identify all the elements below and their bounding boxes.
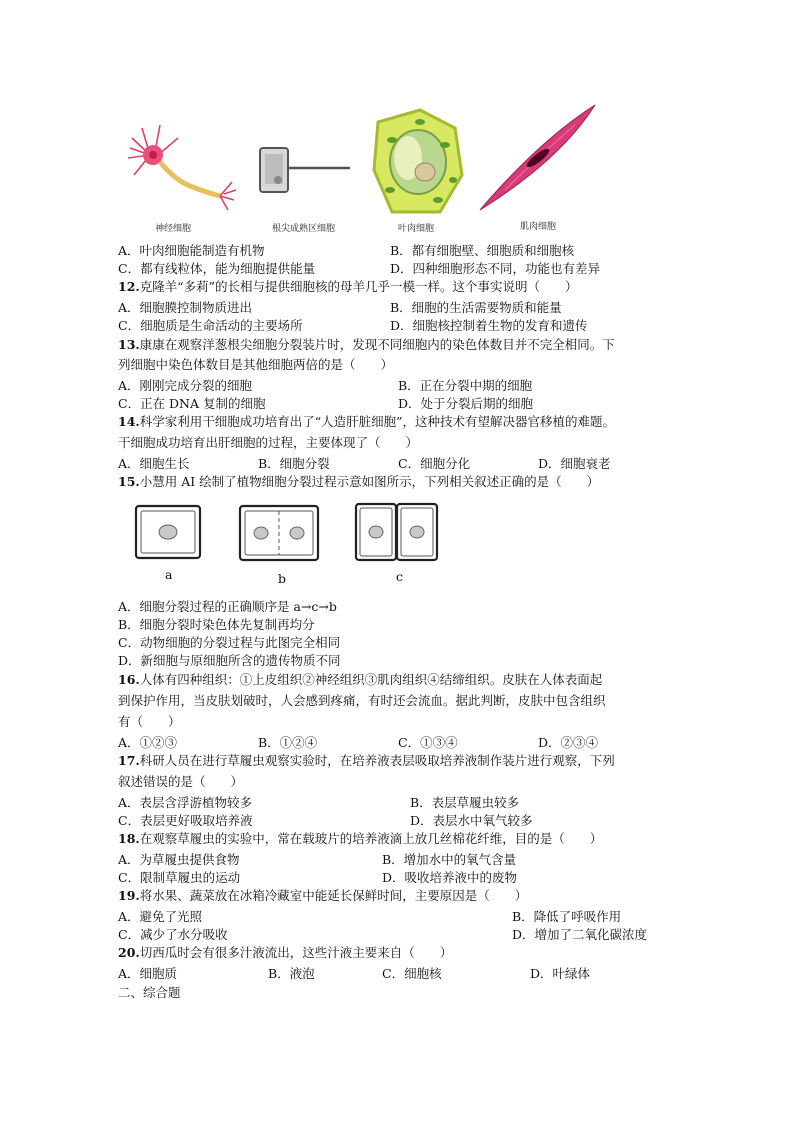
q17-stem xyxy=(118,752,615,771)
q12-option-b: B．细胞的生活需要物质和能量 xyxy=(390,300,562,315)
q15-option-a: A．细胞分裂过程的正确顺序是 a→c→b xyxy=(118,599,337,614)
cell-b-diagram xyxy=(240,506,318,560)
q11-option-b: B．都有细胞壁、细胞质和细胞核 xyxy=(390,243,575,258)
q18-option-b: B．增加水中的氧气含量 xyxy=(382,852,517,867)
q12-number: 12. xyxy=(118,279,140,294)
q16-option-c: C．①③④ xyxy=(398,735,458,750)
q11-option-d: D．四种细胞形态不同，功能也有差异 xyxy=(390,261,601,276)
figure-label-mesophyll-cell: 叶肉细胞 xyxy=(398,224,435,234)
cell-a-diagram xyxy=(136,506,200,558)
q19-text: 将水果、蔬菜放在冰箱冷藏室中能延长保鲜时间，主要原因是（ ） xyxy=(139,888,528,903)
q17-option-a: A．表层含浮游植物较多 xyxy=(118,795,253,810)
cell-division-figure xyxy=(134,502,444,564)
q18-option-c: C．限制草履虫的运动 xyxy=(118,870,241,885)
q20-stem xyxy=(118,944,452,963)
q16-text-line3: 有（ ） xyxy=(118,714,181,729)
mesophyll-cell-image xyxy=(374,110,462,212)
q15-number: 15. xyxy=(118,474,140,489)
muscle-cell-image xyxy=(480,105,595,210)
q11-option-a: A．叶肉细胞能制造有机物 xyxy=(118,243,265,258)
q14-number: 14. xyxy=(118,414,140,429)
q13-option-b: B．正在分裂中期的细胞 xyxy=(398,378,533,393)
q17-option-d: D．表层水中氧气较多 xyxy=(410,813,533,828)
q13-option-a: A．刚刚完成分裂的细胞 xyxy=(118,378,253,393)
q20-option-a: A．细胞质 xyxy=(118,966,178,981)
cell-c-diagram xyxy=(356,504,437,560)
q16-text-line2: 到保护作用，当皮肤划破时，人会感到疼痛，有时还会流血。据此判断，皮肤中包含组织 xyxy=(118,693,606,708)
q17-text-line2: 叙述错误的是（ ） xyxy=(118,774,244,789)
q13-option-c: C．正在 DNA 复制的细胞 xyxy=(118,396,266,411)
q20-option-c: C．细胞核 xyxy=(382,966,442,981)
q18-option-d: D．吸收培养液中的废物 xyxy=(382,870,518,885)
figure-label-muscle-cell: 肌肉细胞 xyxy=(520,222,557,232)
q13-text-line2: 列细胞中染色体数目是其他细胞两倍的是（ ） xyxy=(118,357,394,372)
q12-stem xyxy=(118,278,578,297)
q13-option-d: D．处于分裂后期的细胞 xyxy=(398,396,534,411)
q20-text: 切西瓜时会有很多汁液流出，这些汁液主要来自（ ） xyxy=(139,945,453,960)
q14-option-d: D．细胞衰老 xyxy=(538,456,611,471)
q11-option-c: C．都有线粒体，能为细胞提供能量 xyxy=(118,261,316,276)
q19-option-a: A．避免了光照 xyxy=(118,909,203,924)
q19-stem xyxy=(118,887,527,906)
section-2-heading: 二、综合题 xyxy=(118,985,181,1000)
q15-text: 小慧用 AI 绘制了植物细胞分裂过程示意如图所示，下列相关叙述正确的是（ ） xyxy=(139,474,600,489)
q20-option-d: D．叶绿体 xyxy=(530,966,591,981)
figure-label-a: a xyxy=(165,567,173,582)
q17-option-c: C．表层更好吸取培养液 xyxy=(118,813,253,828)
q13-text-line1: 康康在观察洋葱根尖细胞分裂装片时，发现不同细胞内的染色体数目并不完全相同。下 xyxy=(139,337,615,352)
q13-number: 13. xyxy=(118,337,140,352)
q15-stem xyxy=(118,473,599,492)
q19-number: 19. xyxy=(118,888,140,903)
q12-option-a: A．细胞膜控制物质进出 xyxy=(118,300,253,315)
q14-option-a: A．细胞生长 xyxy=(118,456,190,471)
root-hair-cell-image xyxy=(260,148,350,192)
q14-text-line2: 干细胞成功培育出肝细胞的过程，主要体现了（ ） xyxy=(118,435,419,450)
figure-label-c: c xyxy=(396,569,404,584)
q16-text-line1: 人体有四种组织：①上皮组织②神经组织③肌肉组织④结缔组织。皮肤在人体表面起 xyxy=(139,672,603,687)
q17-number: 17. xyxy=(118,753,140,768)
q18-option-a: A．为草履虫提供食物 xyxy=(118,852,240,867)
q13-stem xyxy=(118,336,615,355)
q12-text: 克隆羊“多莉”的长相与提供细胞核的母羊几乎一模一样。这个事实说明（ ） xyxy=(139,279,578,294)
q19-option-c: C．减少了水分吸收 xyxy=(118,927,228,942)
q15-option-d: D．新细胞与原细胞所含的遗传物质不同 xyxy=(118,653,341,668)
q19-option-b: B．降低了呼吸作用 xyxy=(512,909,622,924)
q16-option-d: D．②③④ xyxy=(538,735,599,750)
q14-text-line1: 科学家利用干细胞成功培育出了“人造肝脏细胞”，这种技术有望解决器官移植的难题。 xyxy=(139,414,616,429)
q18-number: 18. xyxy=(118,831,140,846)
q14-stem xyxy=(118,413,615,432)
q15-option-b: B．细胞分裂时染色体先复制再均分 xyxy=(118,617,315,632)
q15-option-c: C．动物细胞的分裂过程与此图完全相同 xyxy=(118,635,341,650)
q17-option-b: B．表层草履虫较多 xyxy=(410,795,520,810)
q16-number: 16. xyxy=(118,672,140,687)
q12-option-c: C．细胞质是生命活动的主要场所 xyxy=(118,318,303,333)
q18-text: 在观察草履虫的实验中，常在载玻片的培养液滴上放几丝棉花纤维，目的是（ ） xyxy=(139,831,603,846)
q18-stem xyxy=(118,830,602,849)
q17-text-line1: 科研人员在进行草履虫观察实验时，在培养液表层吸取培养液制作装片进行观察，下列 xyxy=(139,753,615,768)
figure-label-b: b xyxy=(278,571,287,586)
figure-label-root-hair-cell: 根尖成熟区细胞 xyxy=(272,224,336,234)
q20-number: 20. xyxy=(118,945,140,960)
neuron-cell-image xyxy=(128,125,236,210)
q16-stem xyxy=(118,671,602,690)
cell-division-illustration xyxy=(134,502,444,564)
q20-option-b: B．液泡 xyxy=(268,966,315,981)
q14-option-c: C．细胞分化 xyxy=(398,456,471,471)
q19-option-d: D．增加了二氧化碳浓度 xyxy=(512,927,648,942)
cell-types-figure xyxy=(120,100,600,235)
cell-types-illustration xyxy=(120,100,600,235)
q16-option-b: B．①②④ xyxy=(258,735,318,750)
q14-option-b: B．细胞分裂 xyxy=(258,456,330,471)
figure-label-neuron: 神经细胞 xyxy=(155,224,192,234)
q12-option-d: D．细胞核控制着生物的发育和遗传 xyxy=(390,318,588,333)
q16-option-a: A．①②③ xyxy=(118,735,178,750)
